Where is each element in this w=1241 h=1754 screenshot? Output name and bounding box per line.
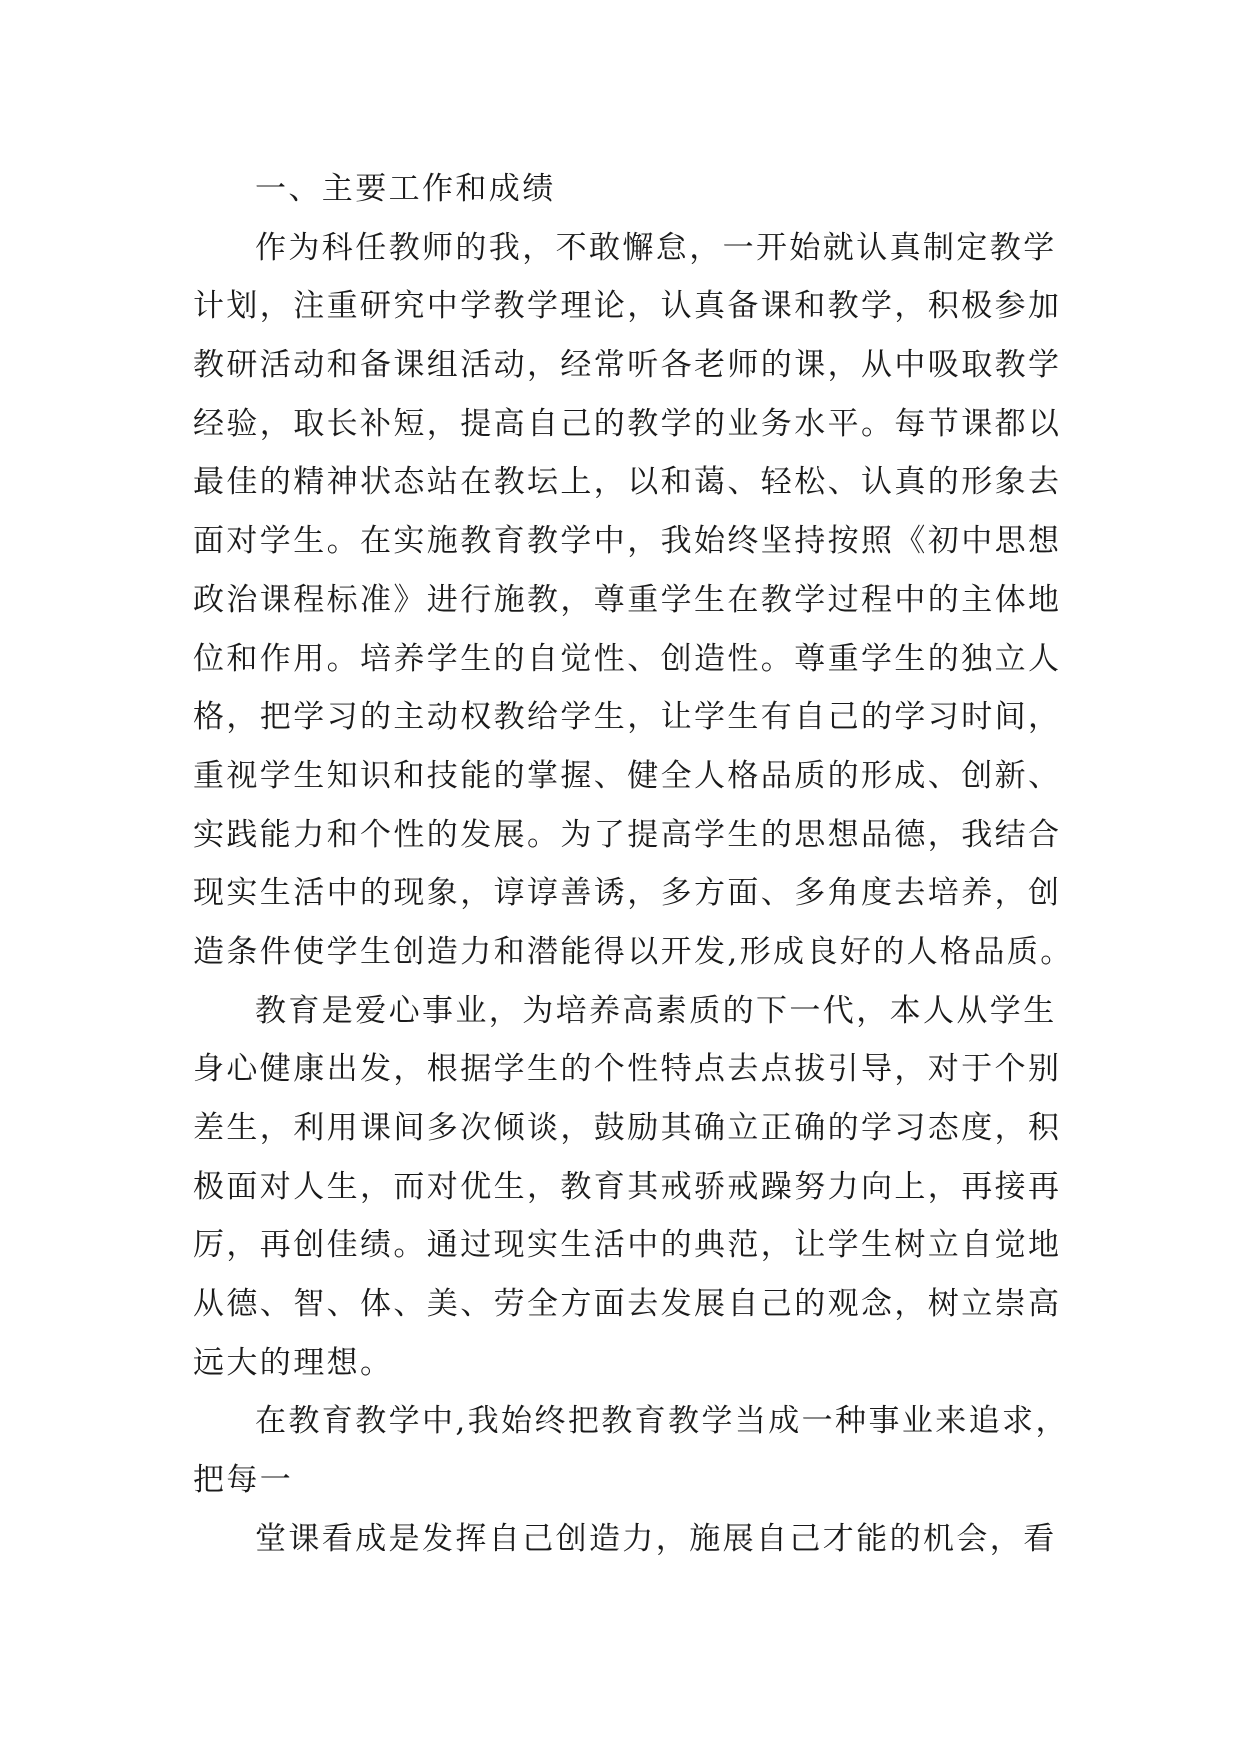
paragraph-line: 从德、智、体、美、劳全方面去发展自己的观念，树立崇高 (193, 1286, 1062, 1323)
paragraph-line: 作为科任教师的我，不敢懈怠，一开始就认真制定教学 (255, 229, 1057, 266)
paragraph-line: 位和作用。培养学生的自觉性、创造性。尊重学生的独立人 (193, 640, 1062, 677)
paragraph-line: 政治课程标准》进行施教，尊重学生在教学过程中的主体地 (193, 581, 1062, 618)
paragraph-line: 现实生活中的现象，谆谆善诱，多方面、多角度去培养，创 (193, 875, 1062, 912)
paragraph-line: 教育是爱心事业，为培养高素质的下一代，本人从学生 (255, 992, 1057, 1029)
paragraph-line: 把每一 (193, 1462, 294, 1499)
paragraph-line: 造条件使学生创造力和潜能得以开发,形成良好的人格品质。 (193, 933, 1074, 970)
paragraph-line: 在教育教学中,我始终把教育教学当成一种事业来追求， (255, 1403, 1069, 1440)
paragraph-line: 经验，取长补短，提高自己的教学的业务水平。每节课都以 (193, 405, 1062, 442)
paragraph-line: 最佳的精神状态站在教坛上，以和蔼、轻松、认真的形象去 (193, 464, 1062, 501)
paragraph-line: 格，把学习的主动权教给学生，让学生有自己的学习时间， (193, 699, 1062, 736)
document-body (193, 160, 1074, 1569)
paragraph-line: 重视学生知识和技能的掌握、健全人格品质的形成、创新、 (193, 757, 1062, 794)
paragraph-line: 实践能力和个性的发展。为了提高学生的思想品德，我结合 (193, 816, 1062, 853)
paragraph-line: 身心健康出发，根据学生的个性特点去点拔引导，对于个别 (193, 1051, 1062, 1088)
paragraph-line: 面对学生。在实施教育教学中，我始终坚持按照《初中思想 (193, 523, 1062, 560)
paragraph-line: 计划，注重研究中学教学理论，认真备课和教学，积极参加 (193, 288, 1062, 325)
paragraph-line: 极面对人生，而对优生，教育其戒骄戒躁努力向上，再接再 (193, 1168, 1062, 1205)
paragraph-line: 堂课看成是发挥自己创造力，施展自己才能的机会，看 (255, 1520, 1057, 1557)
paragraph-line: 远大的理想。 (193, 1344, 394, 1381)
paragraph-line: 差生，利用课间多次倾谈，鼓励其确立正确的学习态度，积 (193, 1110, 1062, 1146)
paragraph-line: 教研活动和备课组活动，经常听各老师的课，从中吸取教学 (193, 347, 1062, 384)
paragraph-line: 厉，再创佳绩。通过现实生活中的典范，让学生树立自觉地 (193, 1227, 1062, 1264)
section-heading: 一、主要工作和成绩 (255, 171, 556, 207)
